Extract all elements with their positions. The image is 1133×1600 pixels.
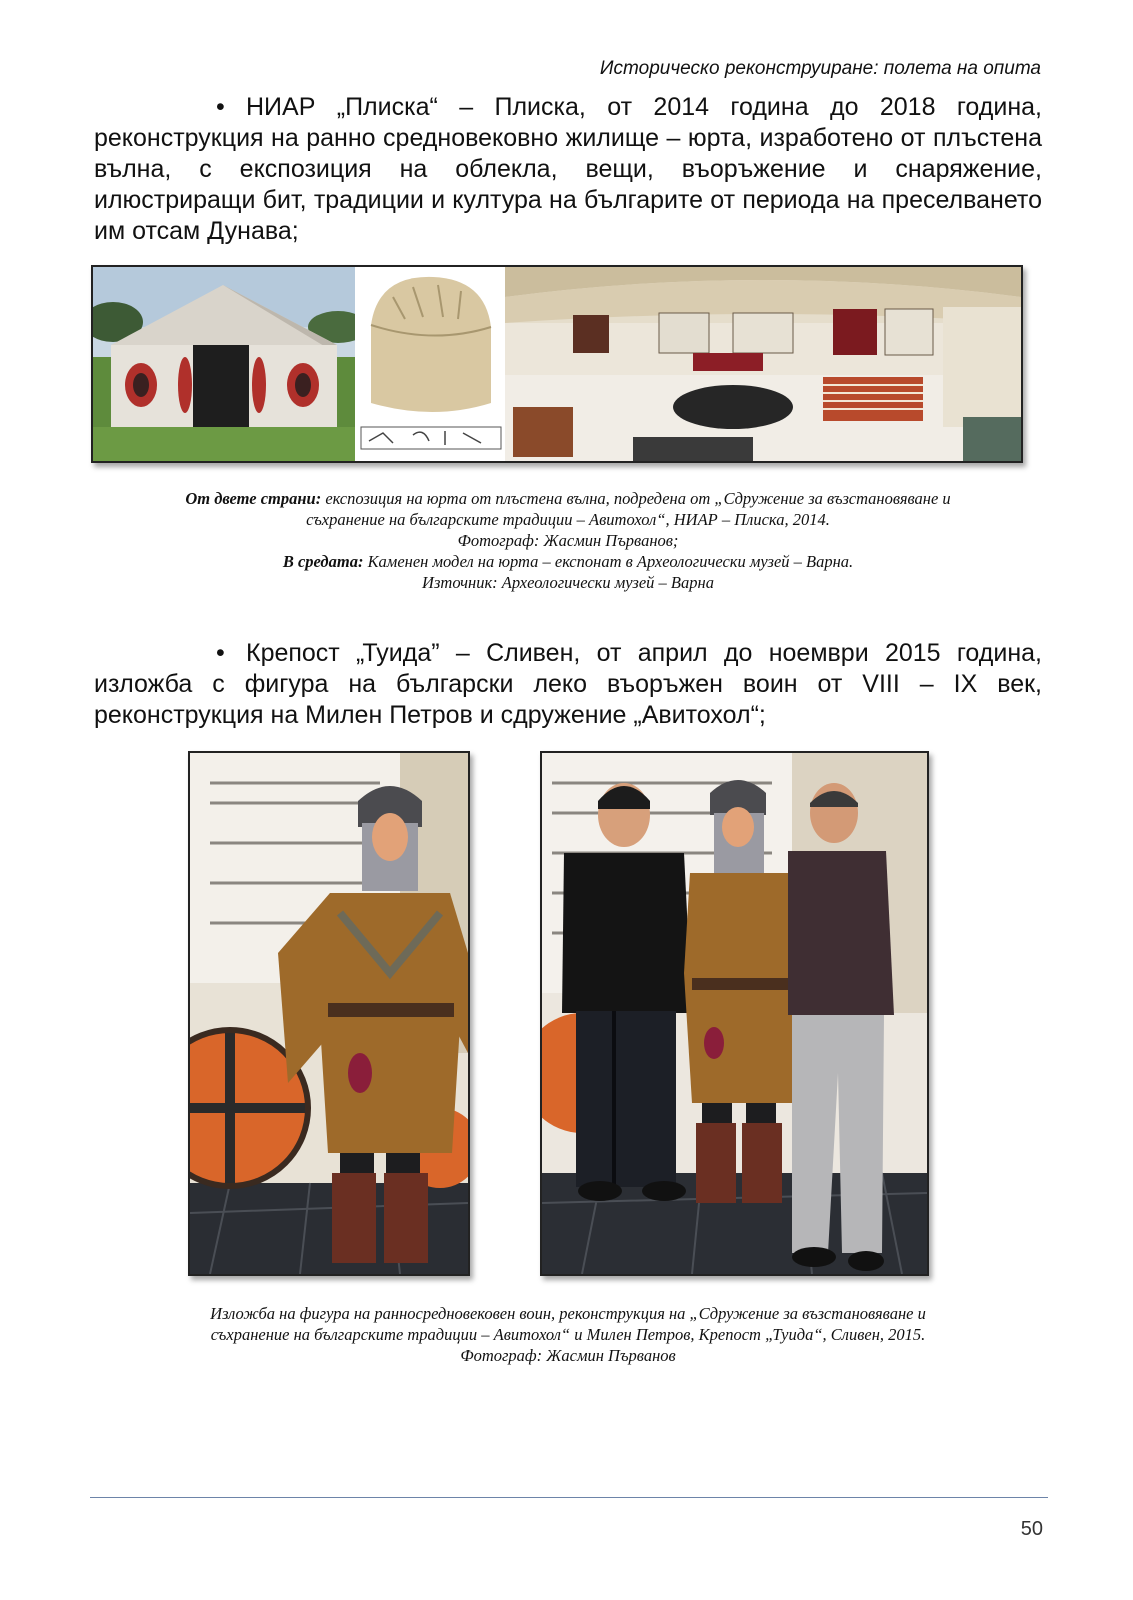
- bullet-paragraph-tuida: [94, 638, 1042, 731]
- caption-line-1: Изложба на фигура на ранносредновековен воин, реконструкция на „Сдружение за възстановяване и: [210, 1304, 926, 1323]
- caption-line-2: съхранение на българските традиции – Авитохол“, НИАР – Плиска, 2014.: [306, 510, 830, 529]
- page-number: 50: [1020, 1518, 1043, 1540]
- caption-line-4: [94, 551, 1042, 572]
- caption-label-middle: В средата:: [282, 552, 364, 571]
- stone-yurt-model-photo: [355, 267, 505, 461]
- yurt-photo-strip-image: [93, 267, 1021, 461]
- caption-line-1: [94, 488, 1042, 509]
- bullet-marker: •: [216, 93, 225, 121]
- caption-line-2: съхранение на българските традиции – Авитохол“ и Милен Петров, Крепост „Туида“, Сливен, 2015.: [210, 1325, 926, 1344]
- caption-line-3: Фотограф: Жасмин Първанов: [460, 1346, 676, 1365]
- photo-caption-warrior: [94, 1303, 1042, 1366]
- bullet-marker: •: [216, 639, 225, 667]
- warrior-with-people-image: [542, 753, 927, 1274]
- pliska-paragraph-text: НИАР „Плиска“ – Плиска, от 2014 година до 2018 година, реконструкция на ранно средновековно жилище – юрта, изработено от плъстена вълна, с експозиция на облекла, вещи, въоръжение и снаряжение, илюстриращи бит, традиции и култура на българите от периода на преселването им отсам Дунава;: [94, 93, 1042, 245]
- yurt-photo-strip: [91, 265, 1023, 463]
- tuida-paragraph-text: Крепост „Туида” – Сливен, от април до ноември 2015 година, изложба с фигура на български леко въоръжен воин от VIII – IX век, реконструкция на Милен Петров и сдружение „Авитохол“;: [94, 639, 1042, 729]
- warrior-with-people-photo: [540, 751, 929, 1276]
- warrior-figure-image: [190, 753, 468, 1274]
- caption-text-middle: Каменен модел на юрта – експонат в Археологически музей – Варна.: [363, 552, 854, 571]
- caption-line-3: Фотограф: Жасмин Първанов;: [457, 531, 679, 550]
- yurt-exterior-photo: [93, 267, 368, 461]
- caption-text-both-sides: експозиция на юрта от плъстена вълна, подредена от „Сдружение за възстановяване и: [321, 489, 951, 508]
- warrior-figure-photo: [188, 751, 470, 1276]
- caption-line-5: Източник: Археологически музей – Варна: [422, 573, 714, 592]
- running-header: Историческо реконструиране: полета на опита: [599, 58, 1041, 79]
- photo-caption-yurt: [94, 488, 1042, 593]
- yurt-interior-photo: [505, 267, 1021, 461]
- bullet-paragraph-pliska: [94, 92, 1042, 247]
- caption-label-both-sides: От двете страни:: [185, 489, 322, 508]
- footer-divider: [90, 1497, 1048, 1498]
